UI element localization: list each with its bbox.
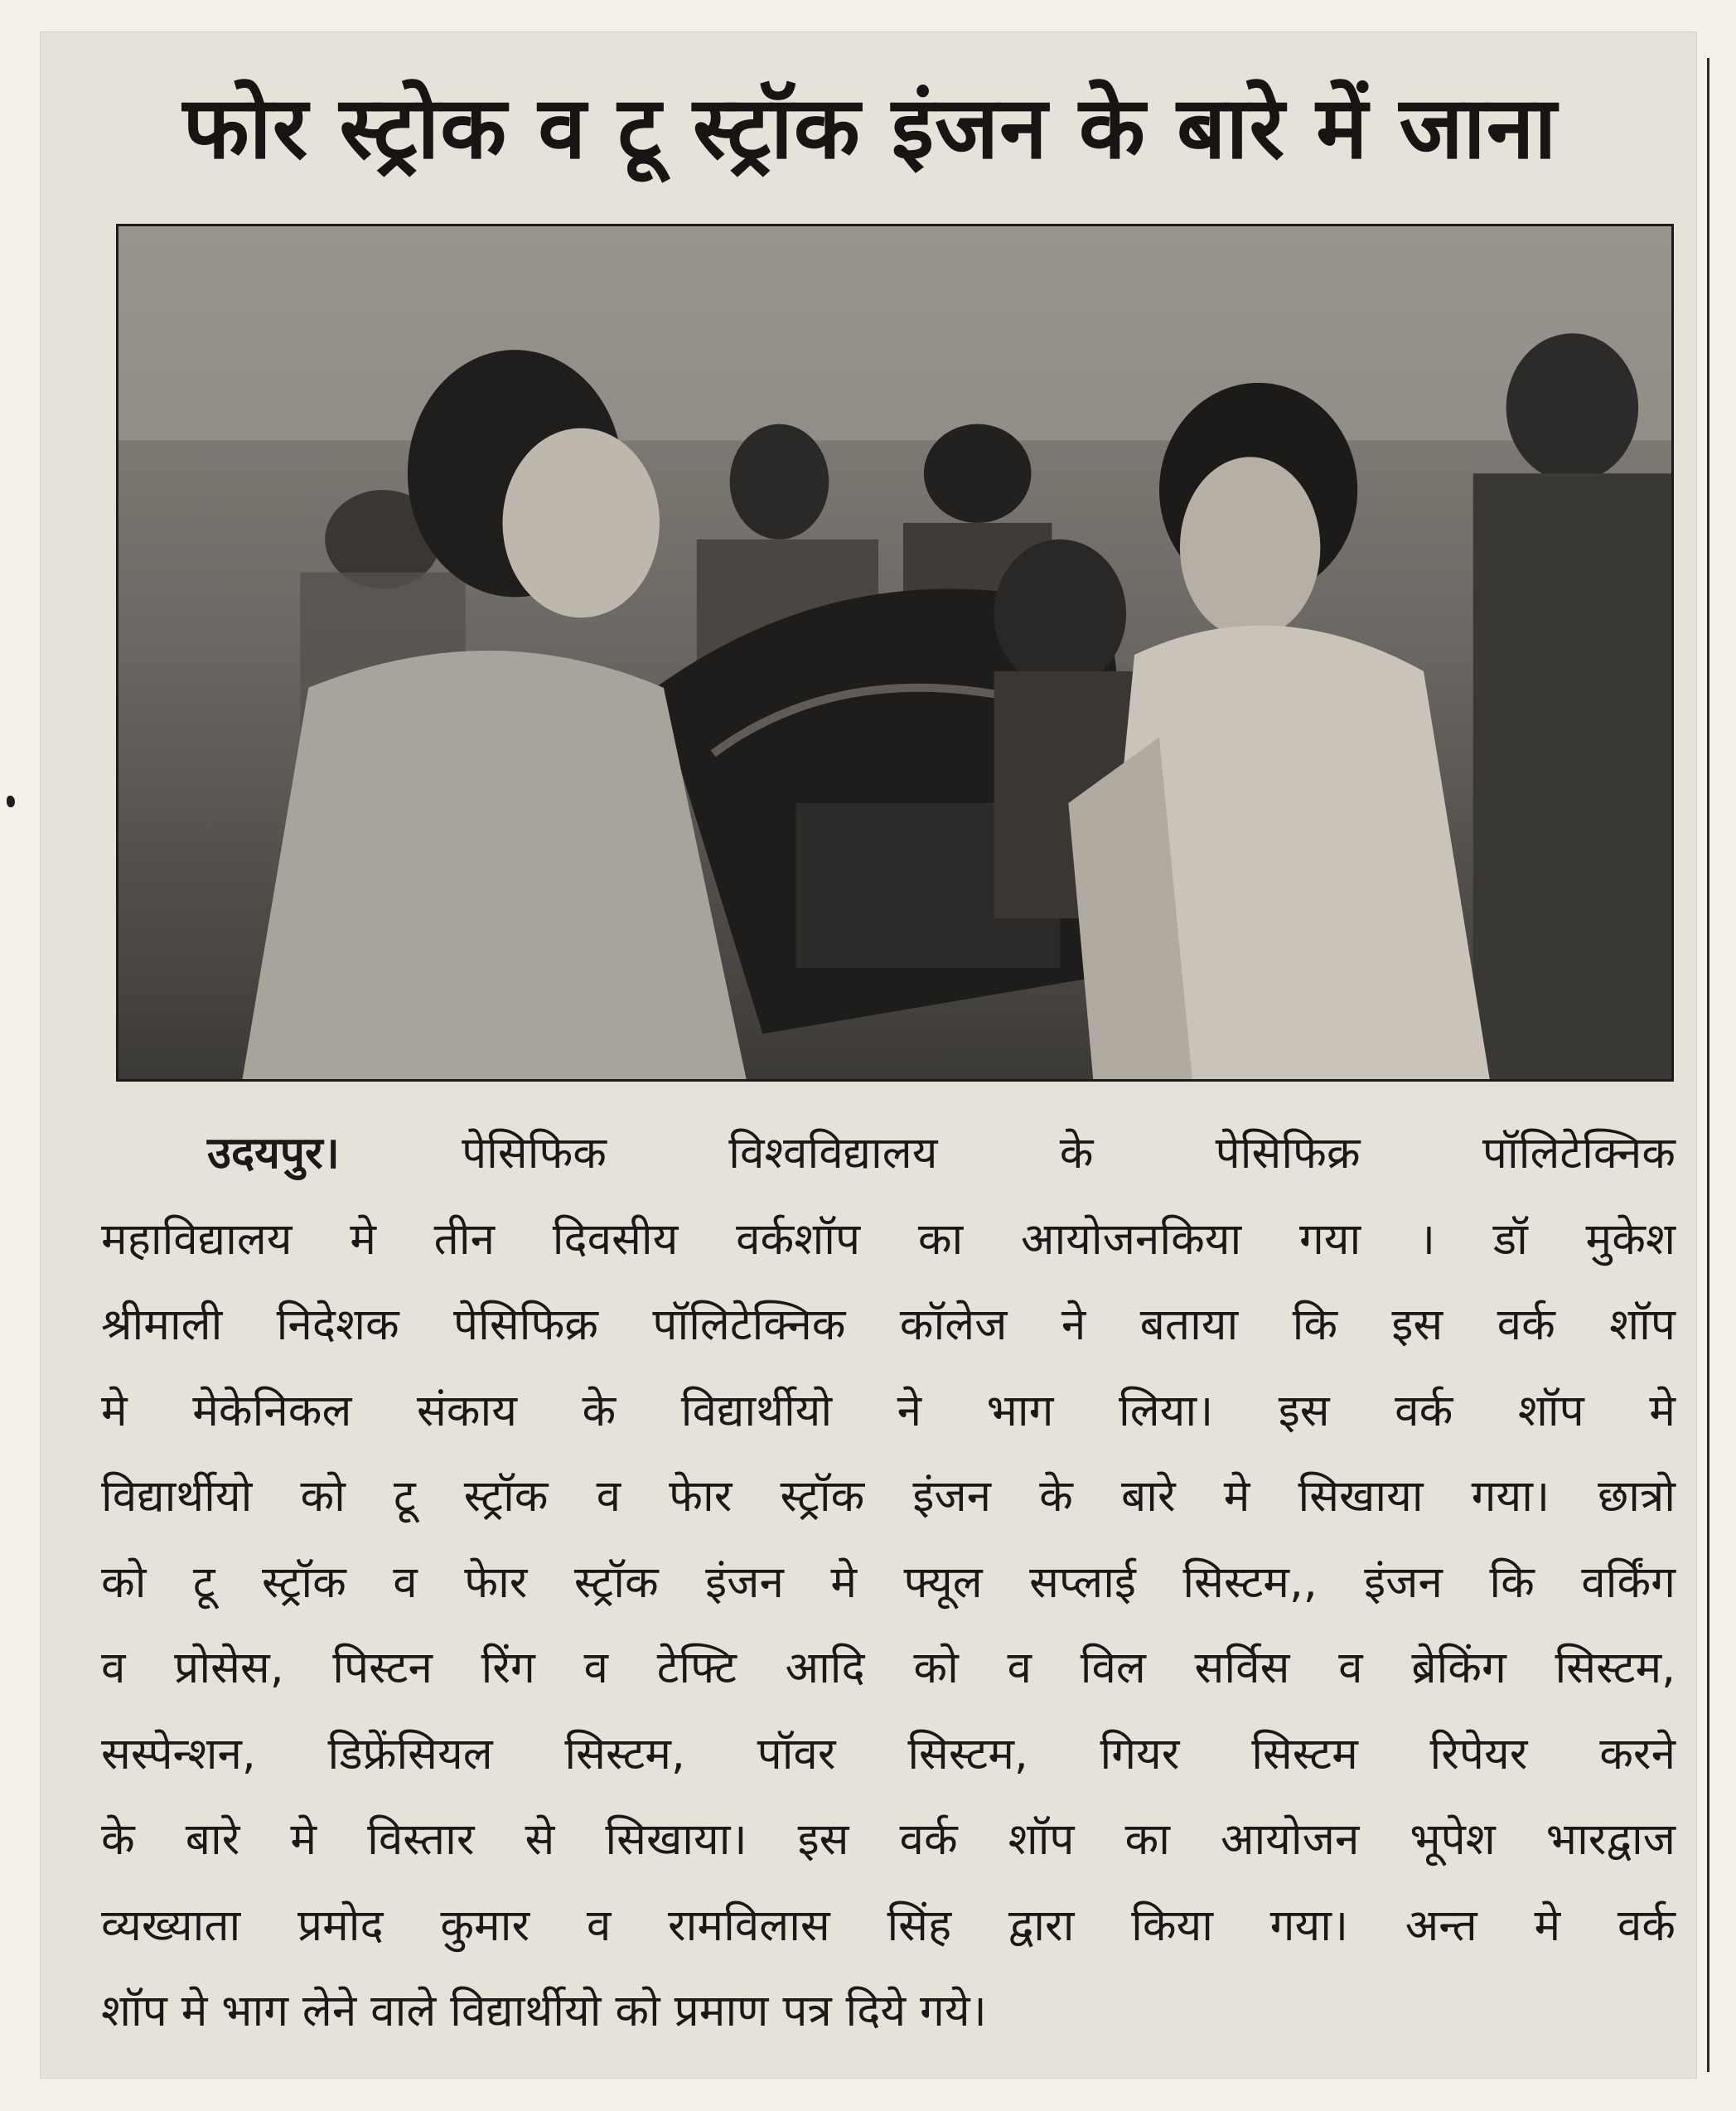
column-rule [1707, 58, 1709, 2072]
photograph-students-examining-engine-icon [118, 226, 1671, 1079]
article-body [101, 1111, 1676, 2055]
article-line: व प्रोसेस, पिस्टन रिंग व टेफ्टि आदि को व विल सर्विस व ब्रेकिंग सिस्टम, [101, 1643, 1676, 1693]
article-line: सस्पेन्शन, डिफ्रेंसियल सिस्टम, पॉवर सिस्टम, गियर सिस्टम रिपेयर करने [101, 1728, 1676, 1779]
article-line: के बारे मे विस्तार से सिखाया। इस वर्क शॉप का आयोजन भूपेश भारद्वाज [101, 1814, 1676, 1865]
article-line: मे मेकेनिकल संकाय के विद्यार्थीयो ने भाग लिया। इस वर्क शॉप मे [101, 1385, 1676, 1436]
article-line: विद्यार्थीयो को टू स्ट्रॉक व फेार स्ट्रॉक इंजन के बारे मे सिखाया गया। छात्रो [101, 1471, 1676, 1522]
article-line: को टू स्ट्रॉक व फेार स्ट्रॉक इंजन मे फ्यूल सप्लाई सिस्टम,, इंजन कि वर्किंग [101, 1557, 1676, 1608]
news-photo [116, 224, 1674, 1082]
article-line: उदयपुर। पेसिफिक विश्वविद्यालय के पेसिफिक्र पॉलिटेक्निक [207, 1128, 1676, 1179]
article-line: महाविद्यालय मे तीन दिवसीय वर्कशॉप का आयोजनकिया गया । डॉ मुकेश [101, 1213, 1676, 1265]
dateline: उदयपुर। [207, 1128, 340, 1179]
article-line: व्यख्याता प्रमोद कुमार व रामविलास सिंह द्वारा किया गया। अन्त मे वर्क [101, 1900, 1676, 1951]
article-line: श्रीमाली निदेशक पेसिफिक्र पॉलिटेक्निक कॉलेज ने बताया कि इस वर्क शॉप [101, 1300, 1676, 1350]
article-line: शॉप मे भाग लेने वाले विद्यार्थीयो को प्रमाण पत्र दिये गये। [101, 1986, 987, 2036]
headline: फोर स्ट्रोक व टू स्ट्रॉक इंजन के बारे में जाना [182, 76, 1558, 178]
ink-mark [7, 796, 15, 807]
